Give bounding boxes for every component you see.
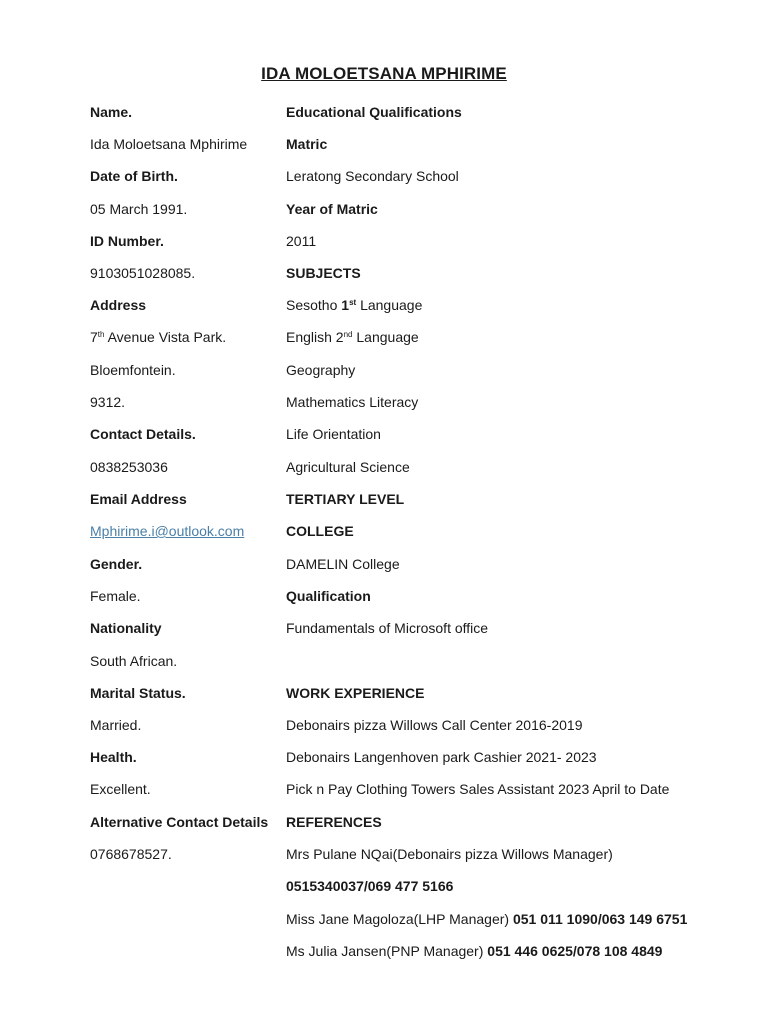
email-label: Email Address [90, 491, 187, 507]
college-heading: COLLEGE [286, 523, 354, 539]
subject-sesotho: Sesotho 1st Language [286, 297, 423, 313]
work-item-3: Pick n Pay Clothing Towers Sales Assistant 2023 April to Date [286, 781, 670, 797]
row-20 [90, 715, 730, 735]
qualification-value: Fundamentals of Microsoft office [286, 620, 489, 636]
row-11 [90, 424, 730, 444]
row-19 [90, 683, 730, 703]
tertiary-heading: TERTIARY LEVEL [286, 491, 405, 507]
address-code: 9312. [90, 394, 126, 410]
row-16 [90, 586, 730, 606]
gender-label: Gender. [90, 556, 143, 572]
marital-label: Marital Status. [90, 685, 186, 701]
health-value: Excellent. [90, 781, 151, 797]
reference-1-name: Mrs Pulane NQai(Debonairs pizza Willows Manager) [286, 846, 613, 862]
document-title: IDA MOLOETSANA MPHIRIME [261, 64, 507, 83]
college-name: DAMELIN College [286, 556, 400, 572]
address-label: Address [90, 297, 147, 313]
subject-geography: Geography [286, 362, 356, 378]
year-of-matric-heading: Year of Matric [286, 201, 378, 217]
reference-2-phone: 051 011 1090/063 149 6751 [512, 911, 688, 927]
reference-2-name: Miss Jane Magoloza(LHP Manager) [286, 911, 513, 927]
work-experience-heading: WORK EXPERIENCE [286, 685, 425, 701]
row-23 [90, 812, 730, 832]
work-item-2: Debonairs Langenhoven park Cashier 2021- 2023 [286, 749, 597, 765]
address-street: 7th Avenue Vista Park. [90, 329, 227, 345]
name-label: Name. [90, 104, 133, 120]
reference-1-phone: 0515340037/069 477 5166 [286, 878, 454, 894]
row-8 [90, 327, 730, 347]
work-item-1: Debonairs pizza Willows Call Center 2016-2019 [286, 717, 583, 733]
health-label: Health. [90, 749, 137, 765]
matric-heading: Matric [286, 136, 328, 152]
reference-3 [286, 941, 662, 961]
row-25 [90, 876, 730, 896]
reference-2 [286, 909, 687, 929]
alt-contact-value: 0768678527. [90, 846, 172, 862]
dob-value: 05 March 1991. [90, 201, 188, 217]
nationality-value: South African. [90, 653, 178, 669]
gender-value: Female. [90, 588, 141, 604]
subjects-heading: SUBJECTS [286, 265, 361, 281]
reference-3-phone: 051 446 0625/078 108 4849 [487, 943, 663, 959]
contact-value: 0838253036 [90, 459, 168, 475]
row-15 [90, 554, 730, 574]
education-heading: Educational Qualifications [286, 104, 462, 120]
row-10 [90, 392, 730, 412]
name-value: Ida Moloetsana Mphirime [90, 136, 248, 152]
row-27 [90, 941, 730, 961]
school-name: Leratong Secondary School [286, 168, 459, 184]
reference-3-name: Ms Julia Jansen(PNP Manager) [286, 943, 488, 959]
row-14 [90, 521, 730, 541]
row-7 [90, 295, 730, 315]
year-of-matric-value: 2011 [286, 233, 317, 249]
nationality-label: Nationality [90, 620, 162, 636]
contact-label: Contact Details. [90, 426, 196, 442]
row-13 [90, 489, 730, 509]
row-12 [90, 457, 730, 477]
subject-agricultural: Agricultural Science [286, 459, 410, 475]
row-17 [90, 618, 730, 638]
marital-value: Married. [90, 717, 142, 733]
row-24 [90, 844, 730, 864]
row-3 [90, 166, 730, 186]
row-1 [90, 102, 730, 122]
address-city: Bloemfontein. [90, 362, 176, 378]
alt-contact-label: Alternative Contact Details [90, 814, 269, 830]
row-22 [90, 779, 730, 799]
row-4 [90, 199, 730, 219]
row-21 [90, 747, 730, 767]
email-link[interactable]: Mphirime.i@outlook.com [90, 523, 245, 539]
id-value: 9103051028085. [90, 265, 196, 281]
subject-life-orientation: Life Orientation [286, 426, 381, 442]
subject-maths: Mathematics Literacy [286, 394, 419, 410]
row-2 [90, 134, 730, 154]
dob-label: Date of Birth. [90, 168, 178, 184]
row-5 [90, 231, 730, 251]
row-18 [90, 651, 730, 671]
id-label: ID Number. [90, 233, 164, 249]
row-26 [90, 909, 730, 929]
references-heading: REFERENCES [286, 814, 382, 830]
subject-english: English 2nd Language [286, 329, 419, 345]
row-6 [90, 263, 730, 283]
row-9 [90, 360, 730, 380]
qualification-heading: Qualification [286, 588, 371, 604]
